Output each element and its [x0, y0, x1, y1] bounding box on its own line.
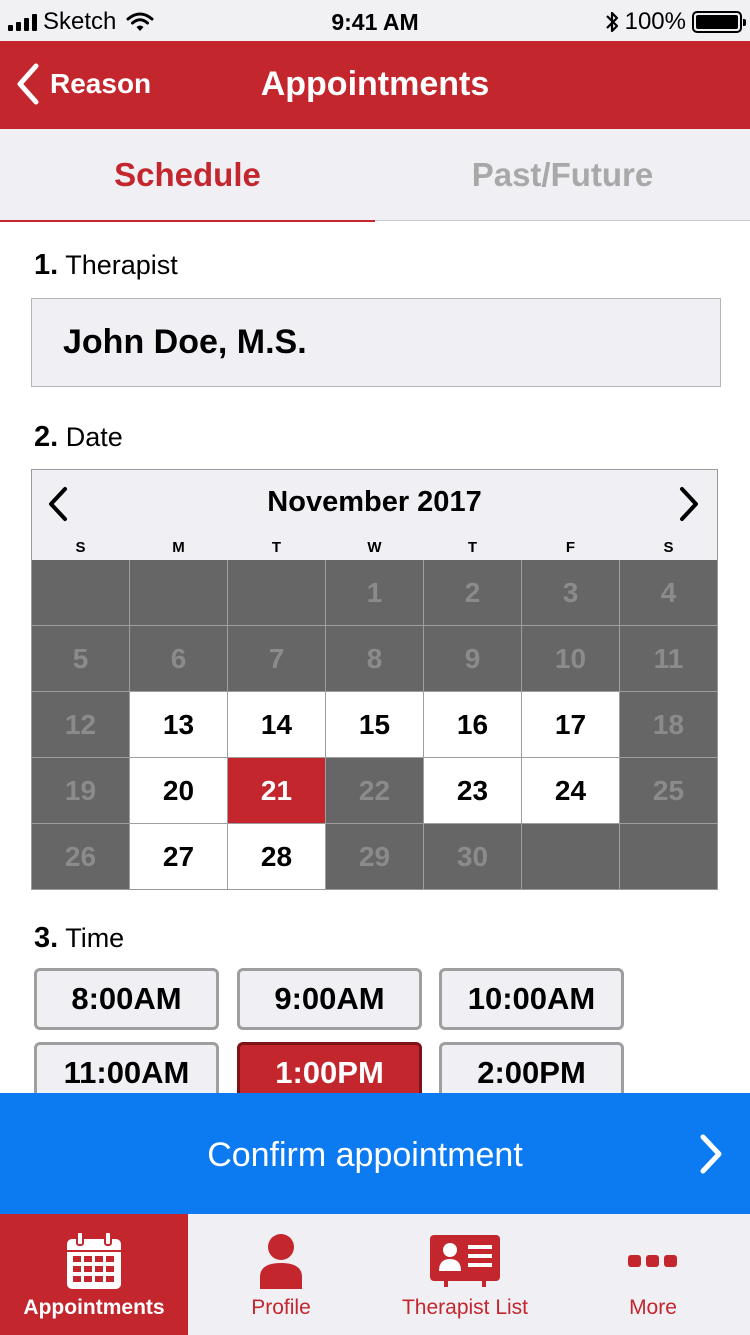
date-section-text: Date [65, 422, 123, 452]
tabbar-label: Therapist List [401, 1296, 529, 1319]
calendar-empty-cell [522, 824, 619, 889]
therapist-section-number: 1. [34, 249, 59, 281]
carrier-name: Sketch [43, 8, 117, 35]
time-section-label [34, 922, 124, 955]
nav-bar [0, 41, 750, 129]
tabbar-item-appointments[interactable] [0, 1214, 188, 1335]
calendar-day: 9 [424, 626, 521, 691]
calendar-day: 10 [522, 626, 619, 691]
calendar-icon [65, 1214, 123, 1296]
time-section-text: Time [65, 923, 125, 953]
calendar-day[interactable]: 27 [130, 824, 227, 889]
calendar-empty-cell [130, 560, 227, 625]
calendar-empty-cell [228, 560, 325, 625]
calendar-day: 29 [326, 824, 423, 889]
therapist-section-label [34, 249, 178, 282]
therapist-field[interactable]: John Doe, M.S. [31, 298, 721, 387]
tab-schedule[interactable]: Schedule [0, 129, 375, 221]
weekday-label: S [75, 539, 86, 556]
calendar-day: 19 [32, 758, 129, 823]
time-slot-button[interactable]: 1:00PM [237, 1042, 422, 1104]
time-section-number: 3. [34, 922, 59, 954]
weekday-label: M [172, 539, 185, 556]
calendar-day: 18 [620, 692, 717, 757]
calendar-day: 8 [326, 626, 423, 691]
calendar-day: 2 [424, 560, 521, 625]
calendar-day[interactable]: 14 [228, 692, 325, 757]
id-card-icon [430, 1214, 500, 1296]
date-section-number: 2. [34, 421, 59, 453]
calendar-day[interactable]: 13 [130, 692, 227, 757]
more-icon [628, 1214, 678, 1296]
therapist-section-text: Therapist [65, 250, 178, 280]
calendar-day[interactable]: 28 [228, 824, 325, 889]
confirm-label: Confirm appointment [207, 1136, 523, 1174]
tabbar-item-profile[interactable] [188, 1214, 374, 1335]
calendar-day[interactable]: 23 [424, 758, 521, 823]
date-section-label [34, 421, 123, 454]
confirm-appointment-button[interactable] [0, 1093, 750, 1214]
chevron-right-icon [698, 1133, 724, 1175]
calendar-day: 4 [620, 560, 717, 625]
calendar-day: 25 [620, 758, 717, 823]
weekday-label: T [467, 539, 478, 556]
time-slot-button[interactable]: 8:00AM [34, 968, 219, 1030]
calendar-day[interactable]: 20 [130, 758, 227, 823]
calendar-day: 5 [32, 626, 129, 691]
tabbar-item-therapist-list[interactable] [374, 1214, 556, 1335]
calendar-month: November 2017 [267, 486, 482, 518]
weekday-label: T [271, 539, 282, 556]
calendar-day[interactable]: 15 [326, 692, 423, 757]
time-slot-button[interactable]: 2:00PM [439, 1042, 624, 1104]
calendar-day[interactable]: 16 [424, 692, 521, 757]
tab-bar [0, 1214, 750, 1335]
calendar-empty-cell [32, 560, 129, 625]
calendar-day[interactable]: 17 [522, 692, 619, 757]
tabbar-label: Profile [251, 1296, 311, 1319]
weekday-label: W [367, 539, 382, 556]
battery-percent: 100% [624, 8, 686, 35]
calendar-day: 7 [228, 626, 325, 691]
status-time: 9:41 AM [331, 9, 419, 35]
calendar-day: 26 [32, 824, 129, 889]
calendar-day: 12 [32, 692, 129, 757]
calendar-day[interactable]: 21 [228, 758, 325, 823]
tabbar-label: Appointments [23, 1296, 165, 1319]
time-slot-button[interactable]: 9:00AM [237, 968, 422, 1030]
tab-past-future[interactable]: Past/Future [471, 156, 654, 193]
calendar-day: 30 [424, 824, 521, 889]
calendar-day: 11 [620, 626, 717, 691]
calendar-header [32, 470, 717, 560]
weekday-label: S [663, 539, 674, 556]
battery-icon [692, 11, 742, 33]
chevron-right-icon [678, 486, 700, 522]
chevron-left-icon [16, 63, 40, 105]
calendar-day: 3 [522, 560, 619, 625]
time-slot-button[interactable]: 10:00AM [439, 968, 624, 1030]
next-month-button[interactable] [669, 484, 709, 524]
calendar [31, 469, 718, 890]
back-button[interactable] [16, 63, 151, 105]
calendar-day: 1 [326, 560, 423, 625]
calendar-grid [32, 560, 717, 889]
time-slot-button[interactable]: 11:00AM [34, 1042, 219, 1104]
back-label: Reason [50, 68, 152, 99]
status-right [605, 8, 742, 36]
segment-tabs [0, 129, 750, 221]
tabbar-label: More [629, 1296, 677, 1319]
calendar-day[interactable]: 24 [522, 758, 619, 823]
status-bar [0, 0, 750, 41]
prev-month-button[interactable] [38, 484, 78, 524]
calendar-empty-cell [620, 824, 717, 889]
tabbar-item-more[interactable] [556, 1214, 750, 1335]
chevron-left-icon [47, 486, 69, 522]
calendar-day: 22 [326, 758, 423, 823]
weekday-label: F [565, 539, 576, 556]
calendar-day: 6 [130, 626, 227, 691]
person-icon [258, 1214, 304, 1296]
page-title: Appointments [260, 65, 490, 103]
bluetooth-icon [605, 10, 619, 34]
